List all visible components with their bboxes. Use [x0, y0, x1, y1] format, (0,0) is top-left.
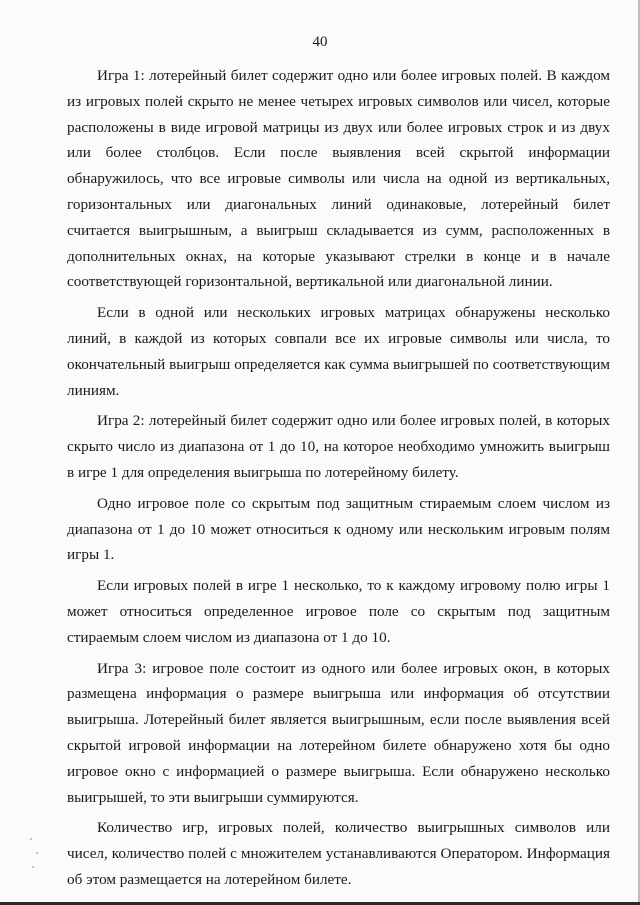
scan-speck	[36, 852, 38, 854]
paragraph-game-3: Игра 3: игровое поле состоит из одного или более игровых окон, в которых размещена информация о размере выигрыша или информация об отсутствии выигрыша. Лотерейный билет является выигрышным, если после выявления всей скрытой игровой информации на лотерейном билете обнаружено хотя бы одно игровое окно с информацией о размере выигрыша. Если обнаружено несколько выигрышей, то эти выигрыши суммируются.	[67, 659, 610, 806]
paragraph-multiplier-field: Одно игровое поле со скрытым под защитным стираемым слоем числом из диапазона от 1 до 10 может относиться к одному или нескольким игровым полям игры 1.	[67, 494, 610, 564]
scan-speck	[30, 838, 32, 840]
page-number: 40	[312, 34, 328, 50]
paragraph-operator-settings: Количество игр, игровых полей, количество выигрышных символов или чисел, количество полей с множителем устанавливаются Оператором. Информация об этом размещается на лотерейном билете.	[67, 819, 610, 888]
scan-speck	[32, 866, 34, 868]
document-body	[67, 63, 610, 893]
paragraph-game-1: Игра 1: лотерейный билет содержит одно или более игровых полей. В каждом из игровых полей скрыто не менее четырех игровых символов или чисел, которые расположены в виде игровой матрицы из двух или более игровых строк и из двух или более столбцов. Если после выявления всей скрытой информации обнаружилось, что все игровые символы или числа на одной из вертикальных, горизонтальных или диагональных линий одинаковые, лотерейный билет считается выигрышным, а выигрыш складывается из сумм, расположенных в дополнительных окнах, на которые указывают стрелки в конце и в начале соответствующей горизонтальной, вертикальной или диагональной линии.	[67, 67, 610, 291]
paragraph-game-2: Игра 2: лотерейный билет содержит одно или более игровых полей, в которых скрыто число из диапазона от 1 до 10, на которое необходимо умножить выигрыш в игре 1 для определения выигрыша по лотерейному билету.	[67, 412, 610, 481]
paragraph-several-fields: Если игровых полей в игре 1 несколько, то к каждому игровому полю игры 1 может относиться определенное игровое поле со скрытым под защитным стираемым слоем числом из диапазона от 1 до 10.	[67, 577, 610, 646]
paragraph-multiple-lines: Если в одной или нескольких игровых матрицах обнаружены несколько линий, в каждой из которых совпали все их игровые символы или числа, то окончательный выигрыш определяется как сумма выигрышей по соответствующим линиям.	[67, 304, 610, 399]
